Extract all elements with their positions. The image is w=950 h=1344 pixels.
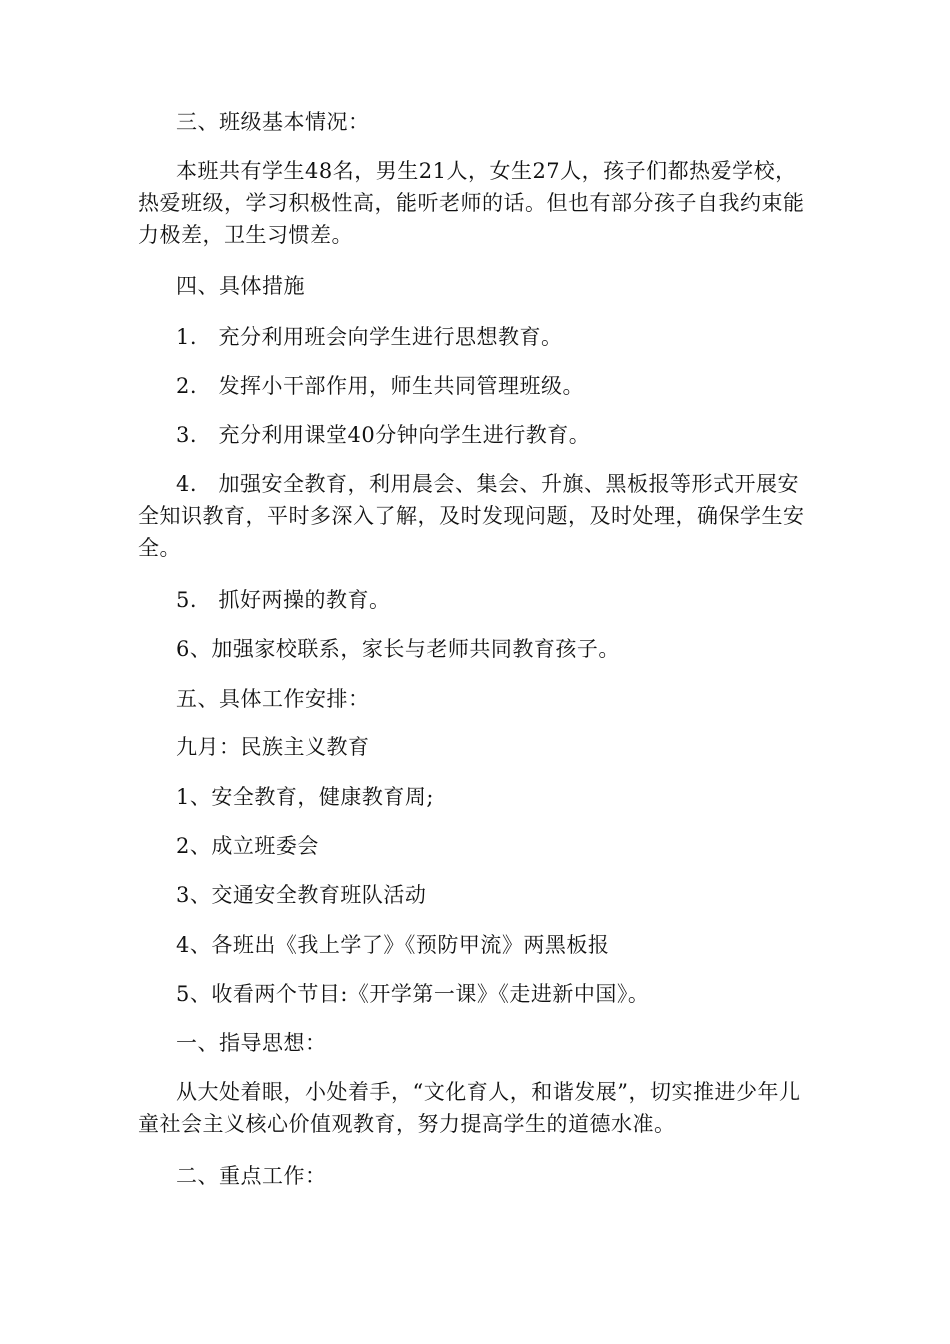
section-heading-key-work: 二、重点工作： [176, 1164, 327, 1188]
section-heading-class-situation: 三、班级基本情况： [176, 110, 370, 134]
month-heading-september: 九月：民族主义教育 [176, 735, 370, 759]
list-item-september-4: 4、各班出《我上学了》《预防甲流》两黑板报 [176, 933, 610, 957]
list-item-measure-6: 6、加强家校联系，家长与老师共同教育孩子。 [176, 637, 620, 661]
section-heading-guiding-thought: 一、指导思想： [176, 1031, 327, 1055]
list-item-september-3: 3、交通安全教育班队活动 [176, 883, 427, 907]
paragraph-class-situation: 本班共有学生48名，男生21人，女生27人，孩子们都热爱学校，热爱班级，学习积极性高，能听老师的话。但也有部分孩子自我约束能力极差，卫生习惯差。 [138, 159, 805, 247]
list-item-september-5: 5、收看两个节目:《开学第一课》《走进新中国》。 [176, 982, 650, 1006]
list-item-measure-3: 3. 充分利用课堂40分钟向学生进行教育。 [176, 423, 591, 447]
list-item-measure-4: 4. 加强安全教育，利用晨会、集会、升旗、黑板报等形式开展安全知识教育，平时多深入了解，及时发现问题，及时处理，确保学生安全。 [138, 472, 805, 560]
list-item-september-2: 2、成立班委会 [176, 834, 319, 858]
list-item-measure-5: 5. 抓好两操的教育。 [176, 588, 391, 612]
paragraph-guiding-thought: 从大处着眼，小处着手，“文化育人，和谐发展”，切实推进少年儿童社会主义核心价值观教育，努力提高学生的道德水准。 [138, 1080, 801, 1136]
list-item-measure-2: 2. 发挥小干部作用，师生共同管理班级。 [176, 374, 585, 398]
list-item-measure-1: 1. 充分利用班会向学生进行思想教育。 [176, 325, 563, 349]
section-heading-work-plan: 五、具体工作安排： [176, 687, 370, 711]
list-item-september-1: 1、安全教育，健康教育周; [176, 785, 434, 809]
section-heading-measures: 四、具体措施 [176, 274, 305, 298]
